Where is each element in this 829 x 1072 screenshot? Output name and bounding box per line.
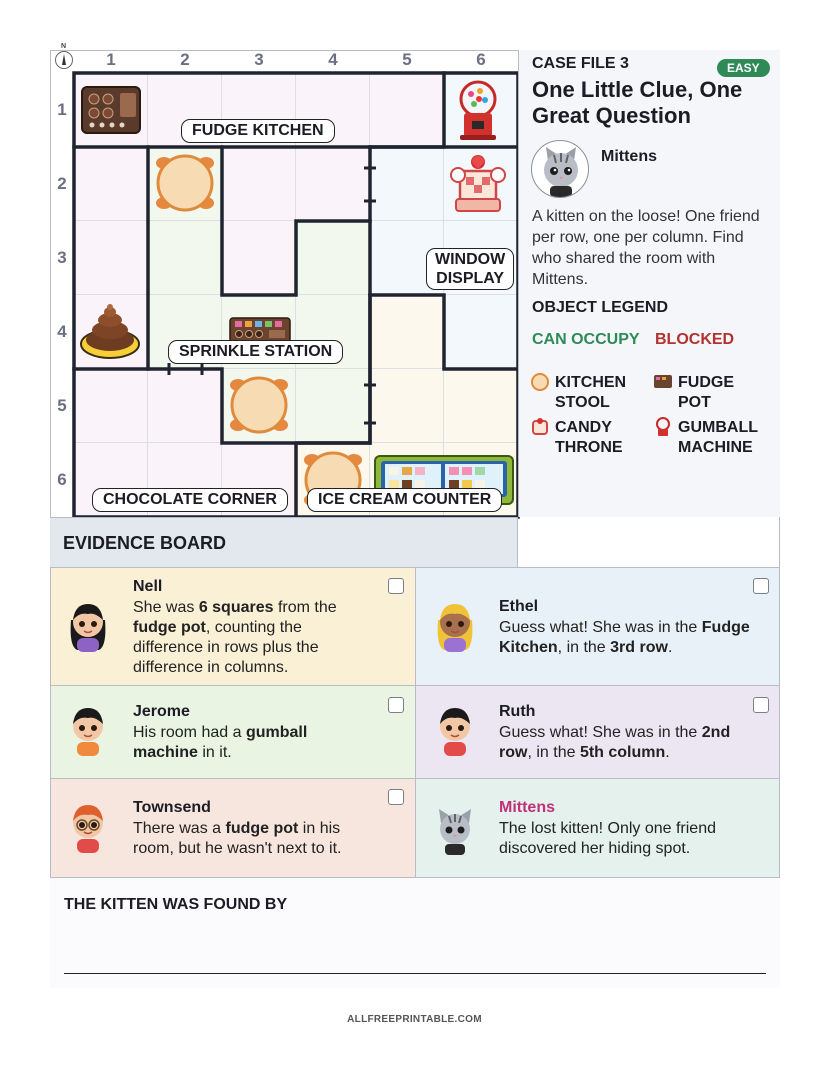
clue-name: Mittens — [499, 799, 555, 816]
legend-blocked: BLOCKED — [655, 331, 735, 348]
clue-checkbox[interactable] — [753, 578, 769, 594]
kitchen-stool-icon — [227, 374, 291, 441]
room-label-fudge-kitchen: FUDGE KITCHEN — [181, 119, 335, 143]
column-number: 4 — [328, 50, 338, 69]
kitchen-stool-icon — [153, 152, 217, 219]
room-label-window-display: WINDOW DISPLAY — [426, 248, 514, 290]
case-title: One Little Clue, One Great Question — [532, 77, 743, 128]
gumball-machine-icon — [456, 79, 500, 146]
avatar — [65, 598, 111, 654]
clue-card — [415, 685, 780, 778]
legend-item-candy-throne: CANDY THRONE — [555, 419, 623, 456]
avatar — [432, 702, 478, 758]
clue-text: She was 6 squares from the fudge pot, counting the difference in rows plus the difference in columns. — [133, 599, 337, 676]
case-panel — [518, 50, 780, 517]
row-number: 4 — [57, 322, 67, 341]
avatar — [65, 702, 111, 758]
legend-can-occupy: CAN OCCUPY — [532, 331, 640, 348]
clue-name: Jerome — [133, 703, 190, 720]
floor-plan-map — [74, 73, 518, 517]
row-number: 3 — [57, 248, 67, 267]
footer-site: ALLFREEPRINTABLE.COM — [347, 1014, 482, 1025]
clue-card — [415, 778, 780, 877]
answer-line[interactable] — [64, 973, 766, 974]
room-label-sprinkle-station: SPRINKLE STATION — [168, 340, 343, 364]
row-number: 1 — [57, 100, 67, 119]
legend-title: OBJECT LEGEND — [532, 299, 669, 316]
clue-text: The lost kitten! Only one friend discovered her hiding spot. — [499, 820, 716, 857]
avatar — [65, 799, 111, 855]
clue-card — [50, 567, 415, 685]
clue-checkbox[interactable] — [388, 697, 404, 713]
clue-card — [415, 567, 780, 685]
clue-text: His room had a gumball machine in it. — [133, 724, 308, 761]
case-file-number: CASE FILE 3 — [532, 55, 629, 72]
fudge-pot-icon — [80, 85, 142, 140]
kitten-avatar — [531, 140, 589, 198]
clue-card — [50, 685, 415, 778]
clue-name: Ethel — [499, 598, 539, 615]
clue-checkbox[interactable] — [388, 789, 404, 805]
room-label-chocolate-corner: CHOCOLATE CORNER — [92, 488, 288, 512]
chocolate-cake-icon — [79, 300, 141, 367]
kitten-avatar — [432, 801, 478, 857]
legend-item-kitchen-stool: KITCHEN STOOL — [555, 374, 627, 411]
clue-name: Townsend — [133, 799, 211, 816]
column-number: 5 — [402, 50, 412, 69]
column-number: 2 — [180, 50, 190, 69]
column-number: 1 — [106, 50, 116, 69]
compass-icon: N — [55, 51, 73, 69]
clue-checkbox[interactable] — [753, 697, 769, 713]
candy-throne-icon — [530, 417, 550, 437]
kitten-name: Mittens — [601, 148, 657, 165]
legend-item-fudge-pot: FUDGE POT — [678, 374, 734, 411]
answer-label: THE KITTEN WAS FOUND BY — [64, 896, 288, 913]
avatar — [432, 598, 478, 654]
candy-throne-icon — [450, 153, 506, 220]
row-number: 5 — [57, 396, 67, 415]
clue-text: There was a fudge pot in his room, but he wasn't next to it. — [133, 820, 342, 857]
column-number: 6 — [476, 50, 486, 69]
clue-name: Nell — [133, 578, 163, 595]
answer-box — [50, 877, 780, 988]
difficulty-badge: EASY — [717, 59, 770, 77]
clue-text: Guess what! She was in the Fudge Kitchen, in the 3rd row. — [499, 619, 750, 656]
row-number: 2 — [57, 174, 67, 193]
legend-item-gumball-machine: GUMBALL MACHINE — [678, 419, 758, 456]
room-label-ice-cream-counter: ICE CREAM COUNTER — [307, 488, 502, 512]
evidence-board-header: EVIDENCE BOARD — [50, 517, 518, 567]
column-number: 3 — [254, 50, 264, 69]
row-number: 6 — [57, 470, 67, 489]
case-description: A kitten on the loose! One friend per row, one per column. Find who shared the room with Mittens. — [532, 208, 760, 288]
gumball-machine-icon — [653, 417, 673, 437]
kitchen-stool-icon — [530, 372, 550, 392]
clue-card — [50, 778, 415, 877]
clue-name: Ruth — [499, 703, 536, 720]
clue-checkbox[interactable] — [388, 578, 404, 594]
clue-text: Guess what! She was in the 2nd row, in the 5th column. — [499, 724, 731, 761]
fudge-pot-icon — [653, 372, 673, 392]
